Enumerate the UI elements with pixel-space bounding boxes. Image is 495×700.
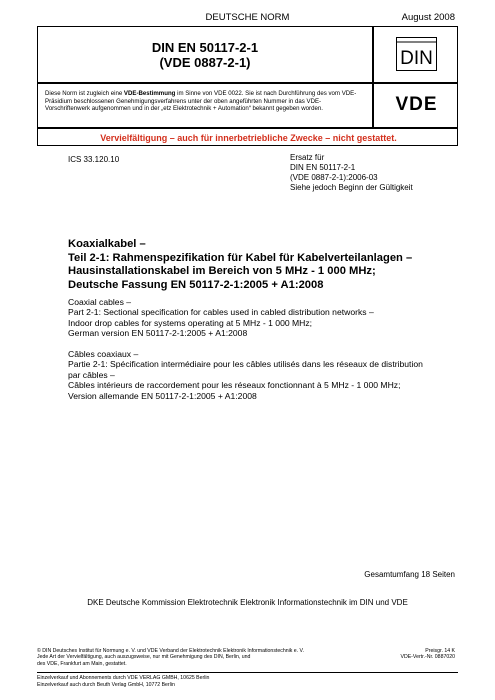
copyright-line: © DIN Deutsches Institut für Normung e. V. und VDE Verband der Elektrotechnik Elektronik Informationstechnik e. V. (37, 648, 304, 654)
french-title-line: Câbles coaxiaux – (68, 349, 139, 359)
price-line: Preisgr. 14 K (425, 648, 455, 654)
replacement-line: DIN EN 50117-2-1 (290, 163, 356, 172)
dke-line: DKE Deutsche Kommission Elektrotechnik Elektronik Informationstechnik im DIN und VDE (87, 598, 408, 607)
standard-number-block (38, 40, 372, 70)
total-pages: Gesamtumfang 18 Seiten (364, 570, 455, 579)
din-logo (396, 37, 437, 71)
price-line: VDE-Vertr.-Nr. 0887020 (400, 654, 455, 661)
notice-text-bold: VDE-Bestimmung (123, 90, 176, 97)
vde-number: (VDE 0887-2-1) (159, 55, 251, 70)
replacement-info (290, 153, 413, 193)
replacement-line: Ersatz für (290, 153, 325, 162)
ics-code: ICS 33.120.10 (68, 155, 120, 164)
notice-text-start: Diese Norm ist zugleich eine (45, 90, 124, 97)
german-title-line: Koaxialkabel – (68, 238, 146, 250)
english-title-line: German version EN 50117-2-1:2005 + A1:2008 (68, 328, 248, 339)
replacement-line: (VDE 0887-2-1):2006-03 (290, 173, 378, 182)
din-logo-box (373, 26, 458, 83)
vde-logo: VDE (395, 94, 438, 115)
copyright-line: Jede Art der Vervielfältigung, auch auszugsweise, nur mit Genehmigung des DIN, Berlin, und (37, 654, 251, 661)
german-title-line: Hausinstallationskabel im Bereich von 5 MHz - 1 000 MHz; (68, 265, 376, 277)
notice-text-end: im Sinne von VDE 0022. Sie ist nach Durchführung des vom VDE-Präsidium beschlossenen Genehmigungsverfahrens unter der oben angeführten Nummer in das VDE-Vorschriftenwerk aufgenommen und in der „etz Elektrotechnik + Automation“ bekannt gegeben worden. (45, 90, 357, 113)
german-title-line: Teil 2-1: Rahmenspezifikation für Kabel für Kabelverteilanlagen – (68, 251, 413, 264)
reproduction-notice: Vervielfältigung – auch für innerbetriebliche Zwecke – nicht gestattet. (100, 133, 397, 143)
reproduction-notice-box (37, 128, 458, 146)
publication-date: August 2008 (401, 12, 455, 23)
standard-title-box (37, 26, 373, 83)
din-logo-text: DIN (400, 48, 433, 69)
french-title (68, 349, 458, 401)
english-title-line: Part 2-1: Sectional specification for cables used in cabled distribution networks – (68, 307, 374, 318)
copyright-notice (37, 648, 407, 667)
english-title (68, 297, 458, 339)
vde-notice-box (37, 83, 373, 128)
standard-number: DIN EN 50117-2-1 (151, 40, 259, 55)
norm-type-label: DEUTSCHE NORM (205, 12, 290, 23)
sales-info (37, 675, 209, 688)
german-title (68, 238, 448, 292)
english-title-line: Coaxial cables – (68, 297, 132, 307)
replacement-line: Siehe jedoch Beginn der Gültigkeit (290, 183, 413, 192)
german-title-line: Deutsche Fassung EN 50117-2-1:2005 + A1:2008 (68, 278, 324, 291)
price-info (401, 648, 456, 661)
english-title-line: Indoor drop cables for systems operating at 5 MHz - 1 000 MHz; (68, 317, 313, 328)
french-title-line: Câbles intérieurs de raccordement pour les réseaux fonctionnant à 5 MHz - 1 000 MHz; (68, 380, 401, 391)
vde-notice-text (38, 84, 372, 113)
sales-line: Einzelverkauf und Abonnements durch VDE VERLAG GMBH, 10625 Berlin (37, 675, 210, 681)
french-title-line: Version allemande EN 50117-2-1:2005 + A1:2008 (68, 390, 257, 401)
french-title-line: Partie 2-1: Spécification intermédiaire pour les câbles utilisés dans les réseaux de distribution (68, 359, 423, 370)
sales-line: Einzelverkauf auch durch Beuth Verlag GmbH, 10772 Berlin (37, 681, 175, 688)
vde-logo-box (373, 83, 458, 128)
copyright-line: des VDE, Frankfurt am Main, gestattet. (37, 660, 127, 667)
footer-divider (37, 672, 458, 673)
french-title-line: par câbles – (68, 369, 115, 380)
